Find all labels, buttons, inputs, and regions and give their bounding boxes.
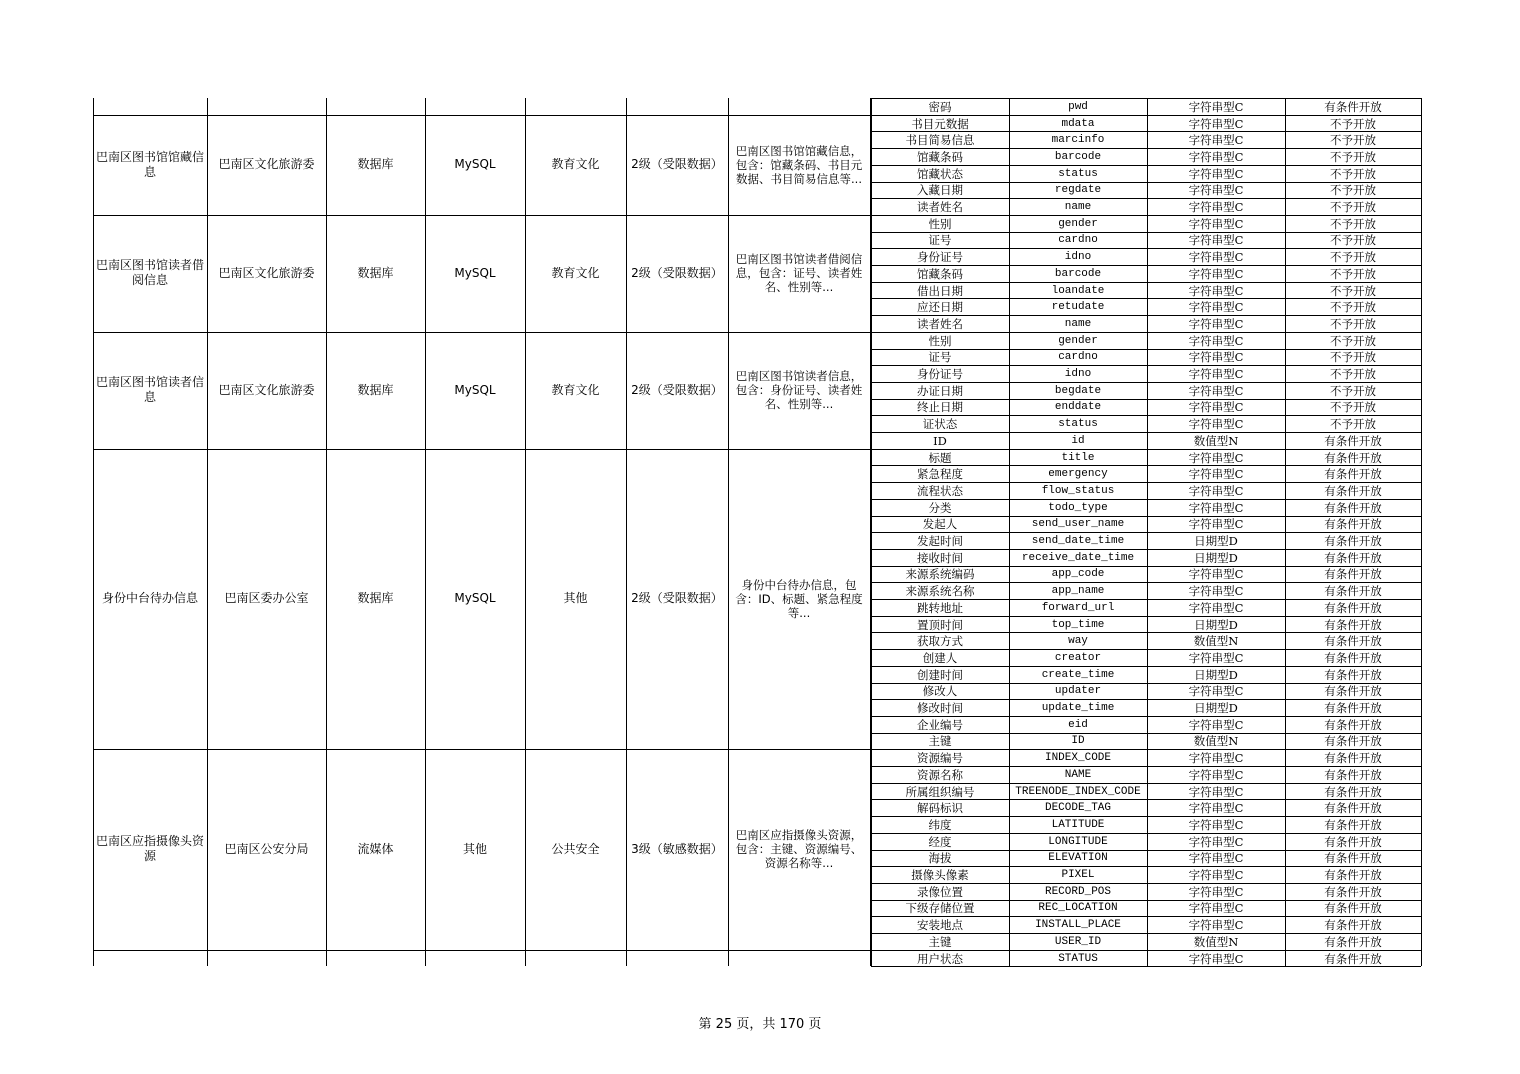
resource-name-cell: 巴南区图书馆读者借阅信息 — [96, 258, 205, 288]
field-type-cell: 字符串型C — [1188, 483, 1244, 498]
field-label-cell: 创建人 — [922, 650, 958, 665]
open-status-cell: 有条件开放 — [1324, 884, 1382, 899]
field-type-cell: 字符串型C — [1188, 784, 1244, 799]
field-code-cell: name — [1064, 201, 1092, 214]
open-status-cell: 有条件开放 — [1324, 751, 1382, 766]
field-label-cell: 流程状态 — [917, 483, 963, 498]
field-type-cell: 日期型D — [1194, 667, 1238, 682]
open-status-cell: 有条件开放 — [1324, 433, 1382, 448]
domain-category-cell: 其他 — [563, 591, 588, 606]
field-label-cell: 修改时间 — [917, 701, 963, 716]
field-type-cell: 字符串型C — [1188, 300, 1244, 315]
field-code-cell: emergency — [1048, 468, 1108, 481]
field-code-cell: NAME — [1064, 768, 1092, 781]
open-status-cell: 不予开放 — [1330, 266, 1376, 281]
field-label-cell: 分类 — [928, 500, 952, 515]
field-type-cell: 字符串型C — [1188, 350, 1244, 365]
open-status-cell: 有条件开放 — [1324, 868, 1382, 883]
field-label-cell: 标题 — [928, 450, 952, 465]
field-label-cell: 性别 — [928, 216, 952, 231]
field-label-cell: 书目元数据 — [911, 116, 969, 131]
field-type-cell: 数值型N — [1193, 433, 1239, 448]
field-code-cell: PIXEL — [1061, 869, 1095, 882]
open-status-cell: 不予开放 — [1330, 367, 1376, 382]
field-code-cell: send_date_time — [1031, 535, 1125, 548]
field-type-cell: 日期型D — [1194, 550, 1238, 565]
open-status-cell: 有条件开放 — [1324, 784, 1382, 799]
open-status-cell: 有条件开放 — [1324, 717, 1382, 732]
open-status-cell: 有条件开放 — [1324, 450, 1382, 465]
field-label-cell: 读者姓名 — [917, 200, 963, 215]
field-type-cell: 字符串型C — [1188, 951, 1244, 966]
open-status-cell: 有条件开放 — [1324, 617, 1382, 632]
field-code-cell: TREENODE_INDEX_CODE — [1015, 785, 1141, 798]
field-type-cell: 字符串型C — [1188, 166, 1244, 181]
department-cell — [207, 950, 326, 983]
field-type-cell: 字符串型C — [1188, 751, 1244, 766]
field-type-cell: 字符串型C — [1188, 600, 1244, 615]
resource-name-cell — [93, 950, 207, 983]
field-code-cell: USER_ID — [1054, 935, 1102, 948]
security-level-cell: 3级（敏感数据） — [631, 841, 723, 856]
field-code-cell: DECODE_TAG — [1044, 802, 1111, 815]
field-code-cell: mdata — [1061, 117, 1095, 130]
security-level-cell: 2级（受限数据） — [631, 382, 723, 397]
field-code-cell: todo_type — [1048, 501, 1108, 514]
open-status-cell: 有条件开放 — [1324, 467, 1382, 482]
open-status-cell: 不予开放 — [1330, 183, 1376, 198]
field-code-cell: REC_LOCATION — [1038, 902, 1118, 915]
resource-type-cell: 数据库 — [357, 265, 394, 280]
open-status-cell: 不予开放 — [1330, 350, 1376, 365]
field-code-cell: LONGITUDE — [1048, 835, 1108, 848]
field-code-cell: creator — [1054, 651, 1102, 664]
resource-name-cell — [93, 98, 207, 115]
field-type-cell: 日期型D — [1194, 534, 1238, 549]
field-label-cell: 发起时间 — [917, 534, 963, 549]
department-cell: 巴南区文化旅游委 — [218, 265, 315, 280]
resource-type-cell: 数据库 — [357, 591, 394, 606]
description-cell — [728, 950, 870, 983]
field-label-cell: 安装地点 — [917, 918, 963, 933]
field-type-cell: 字符串型C — [1188, 417, 1244, 432]
field-code-cell: cardno — [1058, 234, 1098, 247]
database-type-cell: MySQL — [454, 382, 496, 397]
field-code-cell: RECORD_POS — [1044, 885, 1111, 898]
description-cell: 巴南区图书馆读者借阅信息，包含：证号、读者姓名、性别等... — [735, 252, 863, 295]
open-status-cell: 有条件开放 — [1324, 550, 1382, 565]
field-label-cell: 馆藏条码 — [917, 266, 963, 281]
field-code-cell: loandate — [1051, 284, 1105, 297]
field-type-cell: 字符串型C — [1188, 216, 1244, 231]
open-status-cell: 不予开放 — [1330, 333, 1376, 348]
open-status-cell: 不予开放 — [1330, 417, 1376, 432]
field-label-cell: 证号 — [928, 350, 952, 365]
field-code-cell: update_time — [1041, 702, 1115, 715]
resource-name-cell: 身份中台待办信息 — [101, 591, 198, 606]
domain-category-cell: 教育文化 — [551, 382, 600, 397]
field-type-cell: 字符串型C — [1188, 650, 1244, 665]
field-code-cell: receive_date_time — [1021, 551, 1135, 564]
department-cell: 巴南区文化旅游委 — [218, 382, 315, 397]
field-code-cell: idno — [1064, 368, 1092, 381]
field-code-cell: pwd — [1068, 100, 1088, 113]
field-type-cell: 字符串型C — [1188, 316, 1244, 331]
field-label-cell: ID — [933, 433, 947, 448]
field-type-cell: 字符串型C — [1188, 450, 1244, 465]
resource-type-cell — [326, 950, 425, 983]
domain-category-cell: 教育文化 — [551, 157, 600, 172]
field-code-cell: id — [1071, 434, 1085, 447]
field-label-cell: 资源名称 — [917, 767, 963, 782]
description-cell — [728, 98, 870, 115]
field-type-cell: 数值型N — [1193, 934, 1239, 949]
field-type-cell: 字符串型C — [1188, 834, 1244, 849]
field-label-cell: 所属组织编号 — [905, 784, 975, 799]
field-code-cell: eid — [1068, 718, 1088, 731]
open-status-cell: 有条件开放 — [1324, 684, 1382, 699]
field-type-cell: 字符串型C — [1188, 400, 1244, 415]
field-row-border — [871, 966, 1421, 967]
page-number: 第 25 页，共 170 页 — [698, 1017, 822, 1032]
field-label-cell: 修改人 — [922, 684, 958, 699]
field-label-cell: 接收时间 — [917, 550, 963, 565]
field-code-cell: retudate — [1051, 301, 1105, 314]
field-label-cell: 身份证号 — [917, 367, 963, 382]
open-status-cell: 不予开放 — [1330, 133, 1376, 148]
open-status-cell: 不予开放 — [1330, 200, 1376, 215]
field-type-cell: 字符串型C — [1188, 767, 1244, 782]
field-label-cell: 纬度 — [928, 817, 952, 832]
field-code-cell: idno — [1064, 251, 1092, 264]
domain-category-cell — [525, 98, 626, 115]
field-code-cell: title — [1061, 451, 1095, 464]
field-label-cell: 紧急程度 — [917, 467, 963, 482]
field-code-cell: send_user_name — [1031, 518, 1125, 531]
field-type-cell: 字符串型C — [1188, 918, 1244, 933]
open-status-cell: 不予开放 — [1330, 400, 1376, 415]
field-label-cell: 经度 — [928, 834, 952, 849]
field-type-cell: 字符串型C — [1188, 884, 1244, 899]
open-status-cell: 有条件开放 — [1324, 734, 1382, 749]
field-code-cell: app_code — [1051, 568, 1105, 581]
field-code-cell: regdate — [1054, 184, 1102, 197]
open-status-cell: 有条件开放 — [1324, 567, 1382, 582]
field-label-cell: 主键 — [928, 734, 952, 749]
security-level-cell: 2级（受限数据） — [631, 265, 723, 280]
domain-category-cell: 教育文化 — [551, 265, 600, 280]
field-code-cell: enddate — [1054, 401, 1102, 414]
field-type-cell: 字符串型C — [1188, 133, 1244, 148]
field-code-cell: app_name — [1051, 585, 1105, 598]
field-type-cell: 字符串型C — [1188, 868, 1244, 883]
open-status-cell: 不予开放 — [1330, 283, 1376, 298]
resource-name-cell: 巴南区图书馆馆藏信息 — [96, 149, 205, 179]
field-label-cell: 海拔 — [928, 851, 952, 866]
security-level-cell — [626, 950, 728, 983]
open-status-cell: 有条件开放 — [1324, 817, 1382, 832]
field-label-cell: 书目简易信息 — [905, 133, 975, 148]
field-label-cell: 证状态 — [922, 417, 958, 432]
field-type-cell: 字符串型C — [1188, 684, 1244, 699]
department-cell: 巴南区委办公室 — [224, 591, 309, 606]
field-code-cell: gender — [1058, 217, 1098, 230]
open-status-cell: 有条件开放 — [1324, 584, 1382, 599]
field-type-cell: 日期型D — [1194, 701, 1238, 716]
field-type-cell: 字符串型C — [1188, 817, 1244, 832]
field-label-cell: 企业编号 — [917, 717, 963, 732]
field-code-cell: way — [1068, 635, 1088, 648]
field-label-cell: 入藏日期 — [917, 183, 963, 198]
field-type-cell: 字符串型C — [1188, 200, 1244, 215]
open-status-cell: 有条件开放 — [1324, 801, 1382, 816]
open-status-cell: 不予开放 — [1330, 233, 1376, 248]
field-type-cell: 字符串型C — [1188, 99, 1244, 114]
field-code-cell: STATUS — [1058, 952, 1098, 965]
field-code-cell: updater — [1054, 685, 1102, 698]
field-label-cell: 解码标识 — [917, 801, 963, 816]
field-type-cell: 字符串型C — [1188, 500, 1244, 515]
database-type-cell — [425, 98, 525, 115]
field-code-cell: INSTALL_PLACE — [1035, 919, 1121, 932]
field-label-cell: 主键 — [928, 934, 952, 949]
open-status-cell: 有条件开放 — [1324, 517, 1382, 532]
resource-name-cell: 巴南区应指摄像头资源 — [96, 834, 205, 864]
field-label-cell: 性别 — [928, 333, 952, 348]
field-type-cell: 字符串型C — [1188, 333, 1244, 348]
field-code-cell: LATITUDE — [1051, 818, 1105, 831]
open-status-cell: 有条件开放 — [1324, 834, 1382, 849]
resource-type-cell: 流媒体 — [357, 841, 394, 856]
department-cell — [207, 98, 326, 115]
security-level-cell: 2级（受限数据） — [631, 591, 723, 606]
field-code-cell: forward_url — [1041, 601, 1115, 614]
field-code-cell: ID — [1071, 735, 1085, 748]
description-cell: 巴南区应指摄像头资源，包含：主键、资源编号、资源名称等... — [735, 828, 863, 871]
field-code-cell: ELEVATION — [1048, 852, 1108, 865]
field-label-cell: 办证日期 — [917, 383, 963, 398]
open-status-cell: 不予开放 — [1330, 216, 1376, 231]
field-code-cell: marcinfo — [1051, 134, 1105, 147]
field-type-cell: 数值型N — [1193, 634, 1239, 649]
open-status-cell: 有条件开放 — [1324, 951, 1382, 966]
open-status-cell: 不予开放 — [1330, 116, 1376, 131]
field-label-cell: 获取方式 — [917, 634, 963, 649]
domain-category-cell: 公共安全 — [551, 841, 600, 856]
database-type-cell: MySQL — [454, 265, 496, 280]
field-label-cell: 馆藏状态 — [917, 166, 963, 181]
field-label-cell: 密码 — [928, 99, 952, 114]
database-type-cell: MySQL — [454, 591, 496, 606]
field-code-cell: create_time — [1041, 668, 1115, 681]
field-code-cell: barcode — [1054, 150, 1102, 163]
open-status-cell: 有条件开放 — [1324, 851, 1382, 866]
field-type-cell: 字符串型C — [1188, 116, 1244, 131]
open-status-cell: 有条件开放 — [1324, 99, 1382, 114]
field-type-cell: 字符串型C — [1188, 233, 1244, 248]
description-cell: 巴南区图书馆馆藏信息，包含：馆藏条码、书目元数据、书目简易信息等... — [735, 143, 863, 186]
field-label-cell: 身份证号 — [917, 250, 963, 265]
field-type-cell: 数值型N — [1193, 734, 1239, 749]
field-type-cell: 字符串型C — [1188, 901, 1244, 916]
security-level-cell: 2级（受限数据） — [631, 157, 723, 172]
open-status-cell: 有条件开放 — [1324, 934, 1382, 949]
field-label-cell: 资源编号 — [917, 751, 963, 766]
department-cell: 巴南区公安分局 — [224, 841, 309, 856]
field-type-cell: 字符串型C — [1188, 801, 1244, 816]
field-code-cell: status — [1058, 418, 1098, 431]
open-status-cell: 不予开放 — [1330, 316, 1376, 331]
field-label-cell: 来源系统编码 — [905, 567, 975, 582]
field-code-cell: cardno — [1058, 351, 1098, 364]
resource-type-cell: 数据库 — [357, 157, 394, 172]
field-label-cell: 发起人 — [922, 517, 958, 532]
field-label-cell: 创建时间 — [917, 667, 963, 682]
field-type-cell: 字符串型C — [1188, 851, 1244, 866]
field-label-cell: 应还日期 — [917, 300, 963, 315]
field-label-cell: 摄像头像素 — [911, 868, 969, 883]
field-label-cell: 终止日期 — [917, 400, 963, 415]
open-status-cell: 有条件开放 — [1324, 483, 1382, 498]
open-status-cell: 有条件开放 — [1324, 600, 1382, 615]
description-cell: 巴南区图书馆读者信息，包含：身份证号、读者姓名、性别等... — [735, 369, 863, 412]
field-label-cell: 用户状态 — [917, 951, 963, 966]
field-code-cell: INDEX_CODE — [1044, 752, 1111, 765]
field-code-cell: begdate — [1054, 384, 1102, 397]
field-code-cell: name — [1064, 317, 1092, 330]
open-status-cell: 有条件开放 — [1324, 650, 1382, 665]
database-type-cell: MySQL — [454, 157, 496, 172]
description-cell: 身份中台待办信息，包含：ID、标题、紧急程度等... — [735, 577, 863, 620]
field-type-cell: 字符串型C — [1188, 584, 1244, 599]
field-label-cell: 来源系统名称 — [905, 584, 975, 599]
database-type-cell — [425, 950, 525, 983]
open-status-cell: 有条件开放 — [1324, 500, 1382, 515]
field-label-cell: 下级存储位置 — [905, 901, 975, 916]
field-code-cell: status — [1058, 167, 1098, 180]
open-status-cell: 不予开放 — [1330, 250, 1376, 265]
field-code-cell: top_time — [1051, 618, 1105, 631]
field-label-cell: 置顶时间 — [917, 617, 963, 632]
field-label-cell: 证号 — [928, 233, 952, 248]
field-type-cell: 日期型D — [1194, 617, 1238, 632]
field-label-cell: 读者姓名 — [917, 316, 963, 331]
field-type-cell: 字符串型C — [1188, 283, 1244, 298]
field-type-cell: 字符串型C — [1188, 717, 1244, 732]
field-type-cell: 字符串型C — [1188, 467, 1244, 482]
department-cell: 巴南区文化旅游委 — [218, 157, 315, 172]
field-type-cell: 字符串型C — [1188, 517, 1244, 532]
field-column-border — [1421, 98, 1422, 966]
field-type-cell: 字符串型C — [1188, 367, 1244, 382]
open-status-cell: 不予开放 — [1330, 383, 1376, 398]
field-code-cell: flow_status — [1041, 484, 1115, 497]
open-status-cell: 有条件开放 — [1324, 667, 1382, 682]
resource-name-cell: 巴南区图书馆读者信息 — [96, 375, 205, 405]
open-status-cell: 有条件开放 — [1324, 701, 1382, 716]
resource-type-cell: 数据库 — [357, 382, 394, 397]
field-type-cell: 字符串型C — [1188, 383, 1244, 398]
field-code-cell: gender — [1058, 334, 1098, 347]
open-status-cell: 不予开放 — [1330, 149, 1376, 164]
database-type-cell: 其他 — [462, 841, 487, 856]
open-status-cell: 不予开放 — [1330, 300, 1376, 315]
open-status-cell: 有条件开放 — [1324, 918, 1382, 933]
field-type-cell: 字符串型C — [1188, 266, 1244, 281]
field-label-cell: 录像位置 — [917, 884, 963, 899]
open-status-cell: 不予开放 — [1330, 166, 1376, 181]
security-level-cell — [626, 98, 728, 115]
field-type-cell: 字符串型C — [1188, 250, 1244, 265]
open-status-cell: 有条件开放 — [1324, 534, 1382, 549]
open-status-cell: 有条件开放 — [1324, 767, 1382, 782]
field-label-cell: 馆藏条码 — [917, 149, 963, 164]
resource-type-cell — [326, 98, 425, 115]
field-code-cell: barcode — [1054, 267, 1102, 280]
field-type-cell: 字符串型C — [1188, 567, 1244, 582]
field-type-cell: 字符串型C — [1188, 149, 1244, 164]
open-status-cell: 有条件开放 — [1324, 634, 1382, 649]
field-label-cell: 借出日期 — [917, 283, 963, 298]
open-status-cell: 有条件开放 — [1324, 901, 1382, 916]
field-label-cell: 跳转地址 — [917, 600, 963, 615]
domain-category-cell — [525, 950, 626, 983]
field-type-cell: 字符串型C — [1188, 183, 1244, 198]
